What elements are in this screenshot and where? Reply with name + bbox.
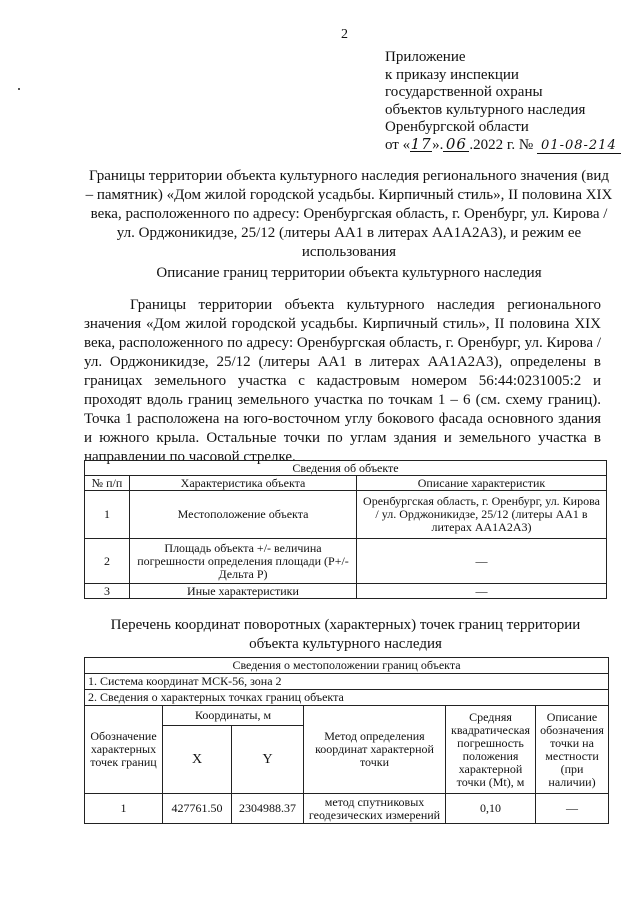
handwritten-month: 06 — [443, 137, 469, 152]
document-title: Границы территории объекта культурного наследия регионального значения (вид – памятник) «Дом жилой городской усадьбы. Кирпичный стиль», II половина XIX века, расположенного по адресу: Оренбургская область, г. Оренбург, ул. Кирова / ул. Орджоникидзе, 25/12 (литеры АА1 в литерах АА1А2А3), и режим ее использования — [85, 168, 613, 260]
coord-x: 427761.50 — [163, 794, 232, 824]
column-header: Обозначение характерных точек границ — [85, 706, 163, 794]
row-number: 1 — [85, 491, 130, 539]
table-row — [85, 539, 607, 584]
table-caption: Сведения о местоположении границ объекта — [85, 658, 609, 674]
characteristic-name: Площадь объекта +/- величина погрешности определения площади (P+/- Дельта P) — [130, 539, 357, 584]
column-header: Метод определения координат характерной точки — [304, 706, 446, 794]
date-separator: ». — [432, 136, 444, 153]
mean-error: 0,10 — [446, 794, 536, 824]
column-header: Y — [232, 726, 304, 794]
column-header: Средняя квадратическая погрешность положения характерной точки (Mt), м — [446, 706, 536, 794]
characteristic-name: Местоположение объекта — [130, 491, 357, 539]
characteristic-name: Иные характеристики — [130, 584, 357, 599]
points-info-caption: 2. Сведения о характерных точках границ объекта — [85, 690, 609, 706]
appendix-line: Приложение — [385, 49, 466, 65]
column-header: X — [163, 726, 232, 794]
method: метод спутниковых геодезических измерений — [304, 794, 446, 824]
coordinate-system: 1. Система координат МСК-56, зона 2 — [85, 674, 609, 690]
row-number: 2 — [85, 539, 130, 584]
appendix-line: объектов культурного наследия — [385, 101, 586, 118]
date-prefix: от « — [385, 136, 411, 153]
column-header: Описание характеристик — [357, 476, 607, 491]
table-row — [85, 584, 607, 599]
column-header: № п/п — [85, 476, 130, 491]
coordinates-table — [84, 657, 609, 824]
scan-speck — [18, 88, 20, 90]
section-heading: Описание границ территории объекта культурного наследия — [156, 265, 542, 281]
appendix-line: государственной охраны — [385, 84, 543, 101]
handwritten-day: 17 — [410, 134, 432, 153]
boundary-description: Границы территории объекта культурного наследия регионального значения «Дом жилой городской усадьбы. Кирпичный стиль», II половина XIX века, расположенного по адресу: Оренбургская область, г. Оренбург, ул. Кирова / ул. Орджоникидзе, 25/12 (литеры АА1 в литерах АА1А2А3), определены в границах земельного участка с кадастровым номером 56:44:0231005:2 и проходят вдоль границ земельного участка по точкам 1 – 6 (см. схему границ). Точка 1 расположена на юго-восточном углу бокового фасада основного здания и южного крыла. Остальные точки по углам здания и земельного участка в направлении по часовой стрелке. — [84, 297, 601, 465]
date-year: .2022 г. № — [469, 136, 534, 153]
table-row — [85, 491, 607, 539]
column-header: Описание обозначения точки на местности (при наличии) — [536, 706, 609, 794]
appendix-block — [385, 49, 621, 155]
page-number: 2 — [341, 27, 348, 42]
table-row — [85, 794, 609, 824]
characteristic-value: — — [357, 539, 607, 584]
point-id: 1 — [85, 794, 163, 824]
point-description: — — [536, 794, 609, 824]
characteristic-value: Оренбургская область, г. Оренбург, ул. Кирова / ул. Орджоникидзе, 25/12 (литеры АА1 в литерах АА1А2А3) — [357, 491, 607, 539]
column-header: Координаты, м — [163, 706, 304, 726]
coord-y: 2304988.37 — [232, 794, 304, 824]
table-caption: Сведения об объекте — [85, 461, 607, 476]
object-info-table — [84, 460, 607, 599]
handwritten-order-number: 01-08-214 — [537, 139, 621, 154]
column-header: Характеристика объекта — [130, 476, 357, 491]
appendix-line: Оренбургской области — [385, 119, 529, 136]
appendix-line: к приказу инспекции — [385, 66, 519, 83]
coordinates-heading: Перечень координат поворотных (характерных) точек границ территории объекта культурного наследия — [110, 617, 581, 652]
characteristic-value: — — [357, 584, 607, 599]
order-date-line — [385, 134, 621, 155]
row-number: 3 — [85, 584, 130, 599]
